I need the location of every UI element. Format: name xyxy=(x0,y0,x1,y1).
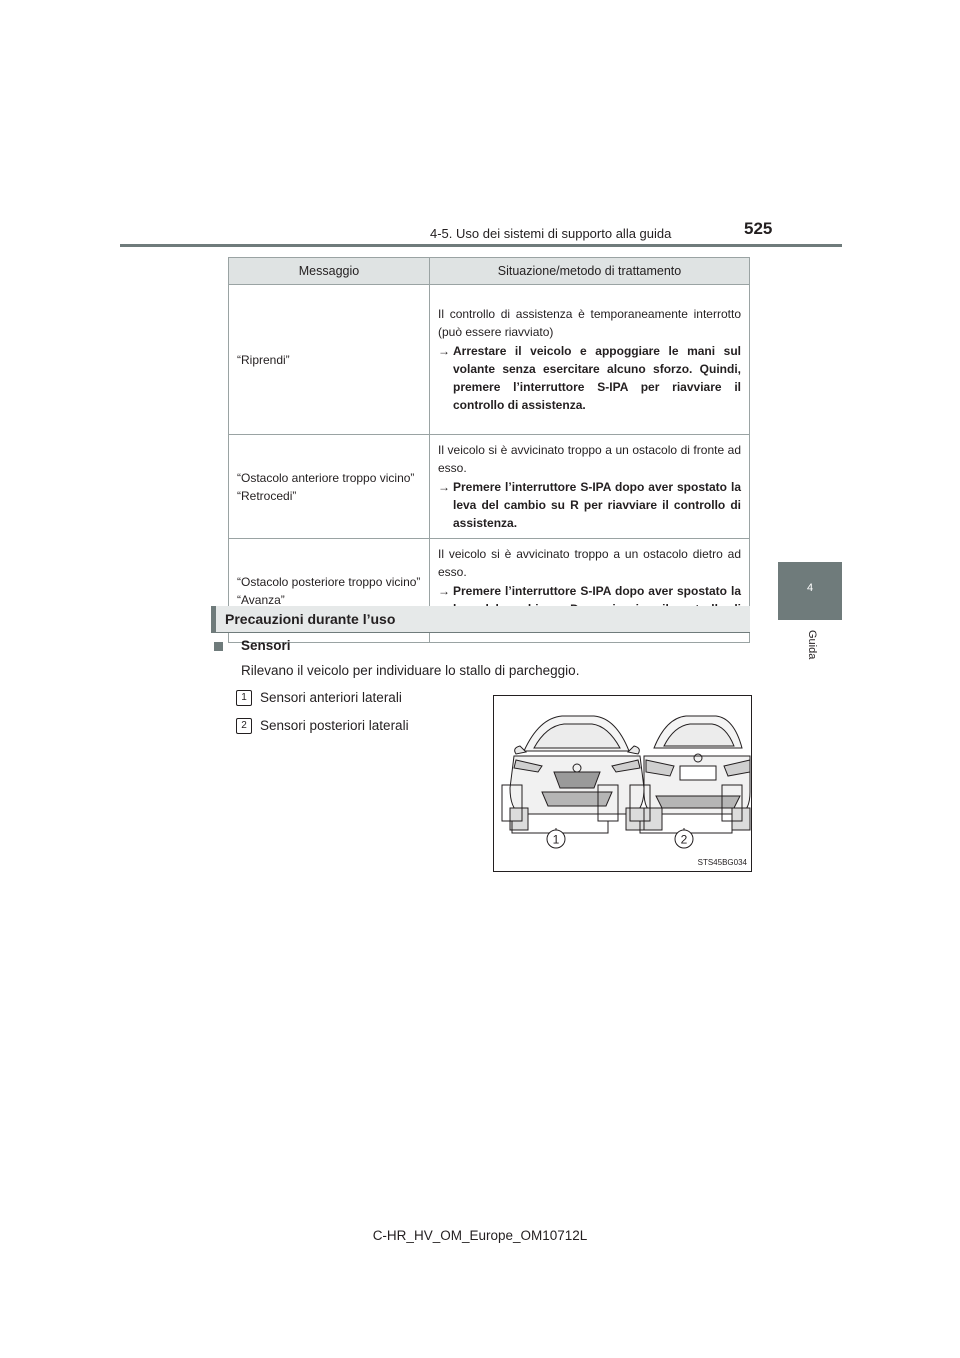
section-header xyxy=(211,606,750,633)
message-table xyxy=(228,257,750,643)
chapter-label: Guida xyxy=(806,630,818,660)
action-block xyxy=(438,342,741,414)
table-row xyxy=(229,285,750,435)
front-car-illustration xyxy=(510,716,644,830)
chapter-label-area xyxy=(778,620,842,680)
header-rule xyxy=(120,244,842,247)
column-header-situation: Situazione/metodo di trattamento xyxy=(430,258,750,285)
section-header-bar xyxy=(211,606,216,632)
arrow-icon: → xyxy=(438,344,450,358)
square-bullet-icon xyxy=(214,642,223,651)
running-header-section: 4-5. Uso dei sistemi di supporto alla guida xyxy=(430,226,672,241)
table-header-row xyxy=(229,258,750,285)
chapter-tab xyxy=(778,562,842,620)
rear-car-illustration xyxy=(644,716,750,830)
action-text: Premere l’interruttore S-IPA dopo aver spostato la leva del cambio su R per riavviare il controllo di assistenza. xyxy=(453,480,741,530)
car-illustration xyxy=(494,696,751,871)
action-block xyxy=(438,478,741,532)
arrow-icon: → xyxy=(438,480,450,494)
sensors-title: Sensori xyxy=(241,638,291,653)
action-text: Arrestare il veicolo e appoggiare le mani sul volante senza esercitare alcuno sforzo. Quindi, premere l’interruttore S-IPA per riavviare il controllo di assistenza. xyxy=(453,344,741,412)
sensor-location-figure xyxy=(493,695,752,872)
situation-cell xyxy=(430,435,750,539)
situation-text: Il veicolo si è avvicinato troppo a un ostacolo dietro ad esso. xyxy=(438,547,741,579)
situation-text: Il controllo di assistenza è temporaneamente interrotto (può essere riavviato) xyxy=(438,307,741,339)
callout-label-1: 1 xyxy=(552,832,560,847)
chapter-number: 4 xyxy=(806,582,814,594)
section-title: Precauzioni durante l’uso xyxy=(225,611,396,627)
sensors-description: Rilevano il veicolo per individuare lo stallo di parcheggio. xyxy=(241,663,580,678)
arrow-icon: → xyxy=(438,584,450,598)
sensor-item-label: Sensori anteriori laterali xyxy=(260,690,402,705)
page-number: 525 xyxy=(744,219,773,238)
figure-code: STS45BG034 xyxy=(697,858,747,867)
message-text: “Riprendi” xyxy=(237,352,290,367)
message-text: “Retrocedi” xyxy=(237,488,297,503)
message-text: “Ostacolo anteriore troppo vicino” xyxy=(237,470,415,485)
callout-label-2: 2 xyxy=(680,832,688,847)
message-text: “Ostacolo posteriore troppo vicino” xyxy=(237,574,421,589)
sensor-item-label: Sensori posteriori laterali xyxy=(260,718,409,733)
situation-text: Il veicolo si è avvicinato troppo a un ostacolo di fronte ad esso. xyxy=(438,443,741,475)
callout-number: 2 xyxy=(236,718,252,734)
column-header-message: Messaggio xyxy=(229,258,430,285)
table-row xyxy=(229,435,750,539)
footer-doc-id: C-HR_HV_OM_Europe_OM10712L xyxy=(372,1228,588,1243)
situation-cell xyxy=(430,285,750,435)
message-cell xyxy=(229,285,430,435)
message-text: “Avanza” xyxy=(237,592,285,607)
callout-number: 1 xyxy=(236,690,252,706)
action-text: Premere l’interruttore S-IPA dopo aver spostato la xyxy=(453,584,741,598)
message-cell xyxy=(229,435,430,539)
